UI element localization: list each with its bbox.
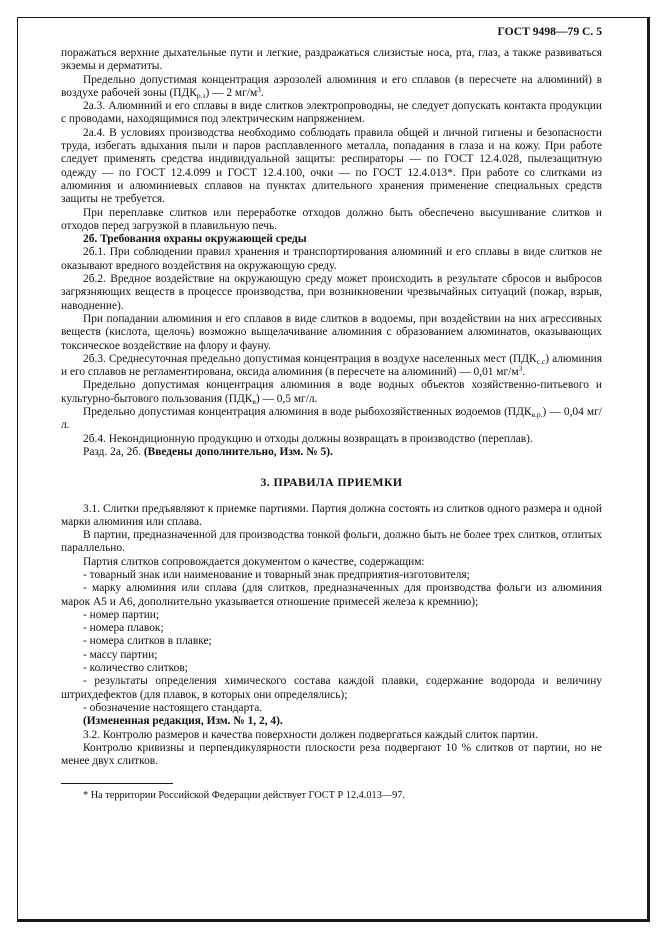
- paragraph-remelting: При переплавке слитков или переработке отходов должно быть обеспечено высушивание слитков и отходов перед загрузкой в плавильную печь.: [61, 206, 602, 232]
- page-frame: [17, 17, 650, 922]
- list-item-grade: - марку алюминия или сплава (для слитков, предназначенных для производства фольги из алюминия марок А5 и А6, дополнительно указывается отношение примесей железа к кремнию);: [61, 582, 602, 608]
- paragraph-amended-edition: (Измененная редакция, Изм. № 1, 2, 4).: [83, 715, 283, 728]
- paragraph-foil: В партии, предназначенной для производства тонкой фольги, должно быть не более трех слитков, отлитых параллельно.: [61, 529, 602, 555]
- paragraph-quality-doc: Партия слитков сопровождается документом о качестве, содержащим:: [83, 555, 425, 568]
- heading-2b: 2б. Требования охраны окружающей среды: [83, 233, 307, 246]
- list-item-melt-numbers: - номера плавок;: [83, 622, 164, 635]
- text-run: Разд. 2а, 2б.: [83, 445, 144, 458]
- document-body: [61, 47, 602, 768]
- heading-section-3: 3. ПРАВИЛА ПРИЕМКИ: [260, 475, 403, 490]
- subscript: в: [252, 396, 256, 406]
- text-run: 2б.3. Среднесуточная предельно допустимая концентрация в воздухе населенных мест (ПДК: [83, 352, 537, 365]
- paragraph-pdk-rz: [61, 74, 602, 101]
- paragraph-2b4: 2б.4. Некондиционную продукцию и отходы должны возвращать в производство (переплав).: [83, 432, 533, 445]
- superscript: 3: [257, 84, 261, 94]
- paragraph-2b3: [61, 353, 602, 380]
- amendment-note: (Введены дополнительно, Изм. № 5).: [143, 445, 333, 458]
- paragraph-2b1: 2б.1. При соблюдении правил хранения и транспортирования алюминий и его сплавы в виде слитков не оказывают вредного воздействия на окружающую среду.: [61, 246, 602, 272]
- footnote-separator: [61, 783, 173, 784]
- text-run: Предельно допустимая концентрация алюминия в воде водных объектов хозяйственно-питьевого и культурно-бытового пользования (ПДК: [61, 379, 602, 405]
- paragraph-3-1: 3.1. Слитки предъявляют к приемке партиями. Партия должна состоять из слитков одного размера и одной марки алюминия или сплава.: [61, 502, 602, 528]
- list-item-standard-designation: - обозначение настоящего стандарта.: [83, 701, 263, 714]
- text-run: ) — 2 мг/м: [205, 86, 258, 99]
- subscript: с.с: [536, 356, 546, 366]
- text-run: ) алюминия и его сплавов не регламентирована, оксида алюминия (в пересчете на алюминий) — 0,01 мг/м: [61, 352, 602, 379]
- subscript: р.з: [196, 90, 206, 100]
- paragraph-pdk-vr: [61, 406, 602, 433]
- superscript: 3: [518, 364, 523, 374]
- paragraph-sections-note: [61, 446, 602, 459]
- paragraph-curvature-control: Контролю кривизны и перпендикулярности плоскости реза подвергают 10 % слитков от партии, но не менее двух слитков.: [61, 741, 602, 768]
- footnote-text: * На территории Российской Федерации действует ГОСТ Р 12.4.013—97.: [83, 790, 406, 802]
- list-item-ingot-numbers: - номера слитков в плавке;: [83, 635, 212, 648]
- subscript: в.р.: [531, 410, 543, 420]
- paragraph-2b2: 2б.2. Вредное воздействие на окружающую среду может происходить в результате сбросов и выбросов загрязняющих веществ в процессе производства, при возникновении чрезвычайных ситуаций (пожар, взрыв, наводнение).: [61, 273, 602, 312]
- paragraph-health-effects: поражаться верхние дыхательные пути и легкие, раздражаться слизистые носа, рта, глаз, а также развиваться экземы и дерматиты.: [61, 47, 602, 73]
- text-run: Предельно допустимая концентрация алюминия в воде рыбохозяйственных водоемов (ПДК: [83, 406, 532, 419]
- paragraph-leaching: При попадании алюминия и его сплавов в виде слитков в водоемы, при воздействии на них агрессивных веществ (кислота, щелочь) возможно выщелачивание алюминия с образованием алюминатов, оказывающих токсическое воздействие на флору и фауну.: [61, 312, 602, 352]
- list-item-batch-number: - номер партии;: [83, 608, 160, 621]
- text-run: ) — 0,04 мг/л.: [61, 406, 602, 432]
- text-run: .: [522, 366, 526, 379]
- page-header: [61, 25, 602, 38]
- list-item-batch-mass: - массу партии;: [83, 648, 158, 661]
- text-run: ) — 0,5 мг/л.: [255, 392, 318, 405]
- paragraph-3-2: 3.2. Контролю размеров и качества поверхности должен подвергаться каждый слиток партии.: [83, 728, 538, 741]
- list-item-chemical-results: - результаты определения химического состава каждой плавки, содержание водорода и величину штрихдефектов (для плавок, в которых они определялись);: [61, 675, 602, 701]
- paragraph-pdk-v: [61, 379, 602, 406]
- list-item-ingot-count: - количество слитков;: [83, 662, 188, 675]
- list-item-trademark: - товарный знак или наименование и товарный знак предприятия-изготовителя;: [83, 568, 470, 581]
- text-run: Предельно допустимая концентрация аэрозолей алюминия и его сплавов (в пересчете на алюминий) в воздухе рабочей зоны (ПДК: [61, 73, 602, 99]
- paragraph-2a3: 2а.3. Алюминий и его сплавы в виде слитков электропроводны, не следует допускать контакта продукции с проводами, находящимися под электрическим напряжением.: [61, 100, 602, 126]
- document-code: ГОСТ 9498—79 С. 5: [497, 25, 602, 38]
- paragraph-2a4: 2а.4. В условиях производства необходимо соблюдать правила общей и личной гигиены и безопасности труда, избегать вдыхания пыли и паров расплавленного металла, попадания в глаза и на кожу. При работе следует применять средства индивидуальной защиты: респираторы — по ГОСТ 12.4.028, пылезащитную одежду — по ГОСТ 12.4.099 и ГОСТ 12.4.100, очки — по ГОСТ 12.4.013*. При работе со слитками из алюминия и алюминиевых сплавов на пунктах длительного хранения применение специальных средств защиты не требуется.: [61, 126, 602, 206]
- text-run: .: [260, 86, 264, 99]
